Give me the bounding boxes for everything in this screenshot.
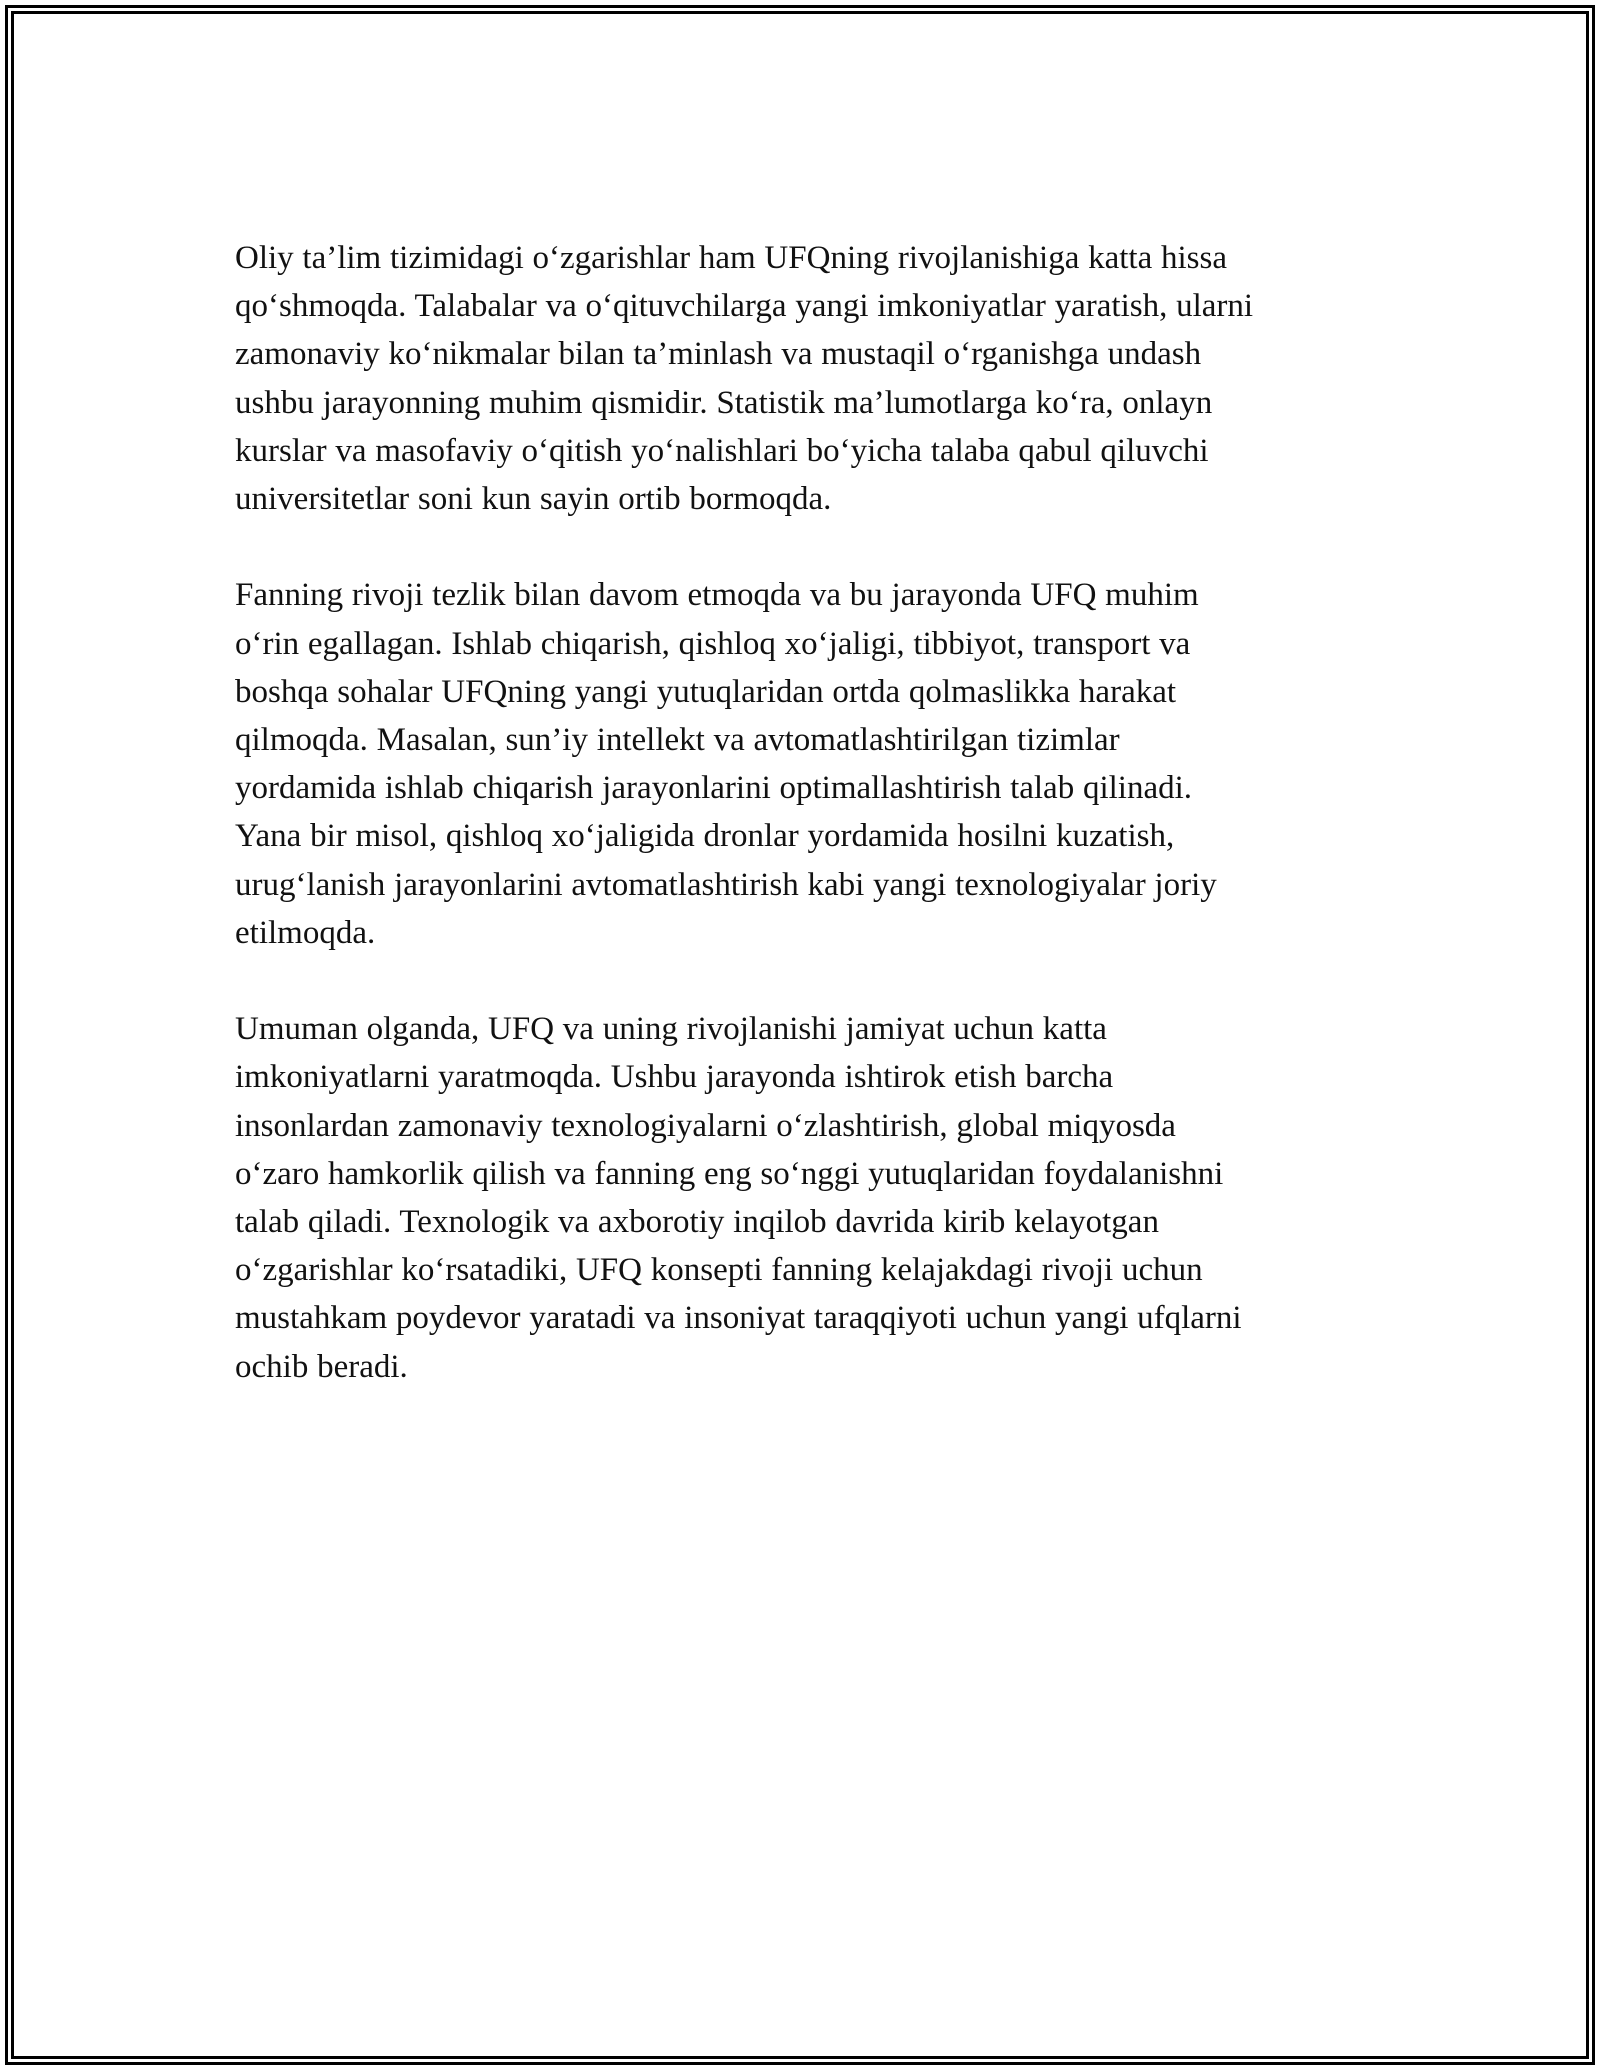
paragraph-higher-education: Oliy ta’lim tizimidagi o‘zgarishlar ham UFQning rivojlanishiga katta hissa qo‘shmoqda. Talabalar va o‘qituvchilarga yangi imkoniyatlar yaratish, ularni zamonaviy ko‘nikmalar bilan ta’minlash va mustaqil o‘rganishga undash ushbu jarayonning muhim qismidir. Statistik ma’lumotlarga ko‘ra, onlayn kurslar va masofaviy o‘qitish yo‘nalishlari bo‘yicha talaba qabul qiluvchi universitetlar soni kun sayin ortib bormoqda. — [235, 240, 1254, 518]
paragraph-conclusion: Umuman olganda, UFQ va uning rivojlanishi jamiyat uchun katta imkoniyatlarni yaratmoqda. Ushbu jarayonda ishtirok etish barcha insonlardan zamonaviy texnologiyalarni o‘zlashtirish, global miqyosda o‘zaro hamkorlik qilish va fanning eng so‘nggi yutuqlaridan foydalanishni talab qiladi. Texnologik va axborotiy inqilob davrida kirib kelayotgan o‘zgarishlar ko‘rsatadiki, UFQ konsepti fanning kelajakdagi rivoji uchun mustahkam poydevor yaratadi va insoniyat taraqqiyoti uchun yangi ufqlarni ochib beradi. — [235, 1011, 1242, 1385]
document-body — [235, 234, 1375, 1439]
paragraph-science-progress: Fanning rivoji tezlik bilan davom etmoqda va bu jarayonda UFQ muhim o‘rin egallagan. Ishlab chiqarish, qishloq xo‘jaligi, tibbiyot, transport va boshqa sohalar UFQning yangi yutuqlaridan ortda qolmaslikka harakat qilmoqda. Masalan, sun’iy intellekt va avtomatlashtirilgan tizimlar yordamida ishlab chiqarish jarayonlarini optimallashtirish talab qilinadi. Yana bir misol, qishloq xo‘jaligida dronlar yordamida hosilni kuzatish, urug‘lanish jarayonlarini avtomatlashtirish kabi yangi texnologiyalar joriy etilmoqda. — [235, 577, 1217, 951]
